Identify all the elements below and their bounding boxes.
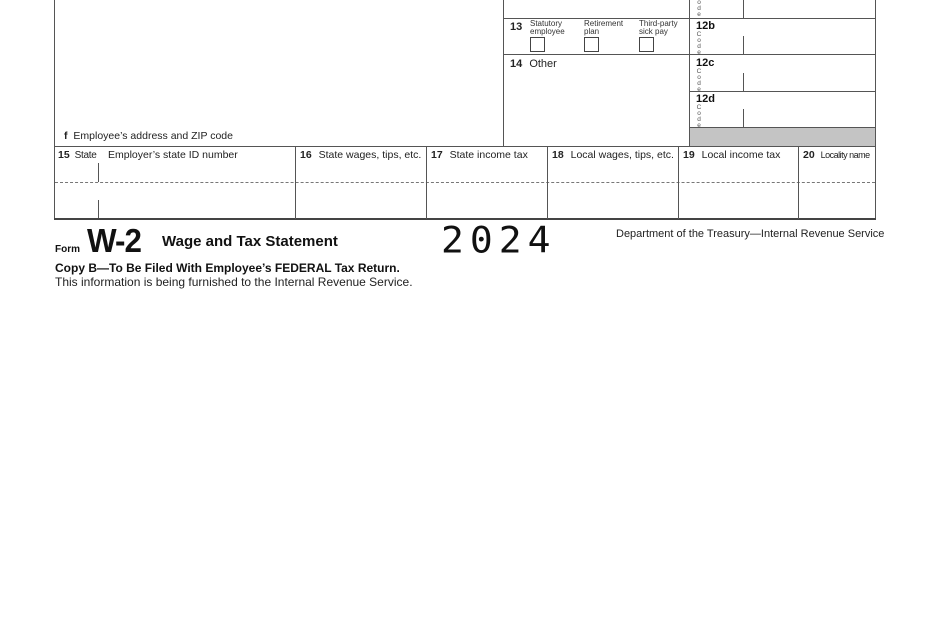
row2-local-wages-input[interactable]	[548, 184, 678, 218]
row1-state-tax-input[interactable]	[427, 162, 547, 182]
box20-header: 20 Locality name	[803, 149, 870, 161]
form-label: Form	[55, 244, 80, 255]
shaded-area	[690, 128, 875, 146]
state-row-divider	[55, 182, 875, 183]
form-title: Wage and Tax Statement	[162, 233, 338, 250]
box12b-code-divider	[743, 36, 744, 54]
box13-thirdparty-label: Third-party sick pay	[639, 19, 678, 36]
tax-year: 2024	[441, 219, 557, 261]
box12a-code-divider	[743, 0, 744, 18]
box16-header: 16 State wages, tips, etc.	[300, 149, 422, 161]
third-party-sick-pay-checkbox[interactable]	[639, 37, 654, 52]
box12b-top-border	[689, 18, 876, 19]
box17-header: 17 State income tax	[431, 149, 528, 161]
box15-id-header: Employer’s state ID number	[108, 149, 238, 161]
row2-local-tax-input[interactable]	[679, 184, 798, 218]
box12d-top-border	[689, 91, 876, 92]
row1-local-wages-input[interactable]	[548, 162, 678, 182]
box13-retirement-label: Retirement plan	[584, 19, 624, 36]
row2-state-tax-input[interactable]	[427, 184, 547, 218]
box-f-right-border	[503, 0, 504, 146]
box12d-code-label: C o d e	[696, 104, 702, 129]
form-number: W-2	[87, 222, 142, 259]
box12c-top-border	[689, 54, 876, 55]
box-f-letter: f	[64, 130, 68, 142]
row2-state-input[interactable]	[55, 184, 98, 218]
box-f-label-text: Employee’s address and ZIP code	[73, 130, 233, 142]
row1-locality-input[interactable]	[799, 162, 875, 182]
box18-header: 18 Local wages, tips, etc.	[552, 149, 674, 161]
row1-state-input[interactable]	[55, 162, 98, 182]
form-right-border	[875, 0, 876, 219]
box14-label: 14 Other	[510, 58, 557, 70]
state-section-top-border	[54, 146, 876, 147]
box12c-number: 12c	[696, 57, 715, 69]
box12d-code-divider	[743, 109, 744, 127]
box-f-label	[64, 130, 233, 142]
irs-info-notice: This information is being furnished to the Internal Revenue Service.	[55, 275, 413, 289]
box12d-number: 12d	[696, 93, 715, 105]
row2-state-id-input[interactable]	[99, 184, 295, 218]
box15-header: 15 State	[58, 149, 97, 161]
box12b-number: 12b	[696, 20, 715, 32]
retirement-plan-checkbox[interactable]	[584, 37, 599, 52]
box19-header: 19 Local income tax	[683, 149, 781, 161]
department-label: Department of the Treasury—Internal Revenue Service	[616, 228, 885, 240]
row2-locality-input[interactable]	[799, 184, 875, 218]
box12a-code-label: o d e	[697, 0, 701, 18]
row1-state-id-input[interactable]	[99, 162, 295, 182]
row2-state-wages-input[interactable]	[296, 184, 426, 218]
row1-state-wages-input[interactable]	[296, 162, 426, 182]
box12-left-border	[689, 0, 690, 146]
box13-statutory-label: Statutory employee	[530, 19, 565, 36]
box13-number: 13	[510, 21, 523, 33]
row1-local-tax-input[interactable]	[679, 162, 798, 182]
box14-top-border	[503, 54, 689, 55]
box12c-code-label: C o d e	[696, 68, 702, 93]
copy-b-notice: Copy B—To Be Filed With Employee’s FEDERAL Tax Return.	[55, 261, 400, 275]
statutory-employee-checkbox[interactable]	[530, 37, 545, 52]
box12b-code-label: C o d e	[696, 31, 702, 56]
box12c-code-divider	[743, 73, 744, 91]
